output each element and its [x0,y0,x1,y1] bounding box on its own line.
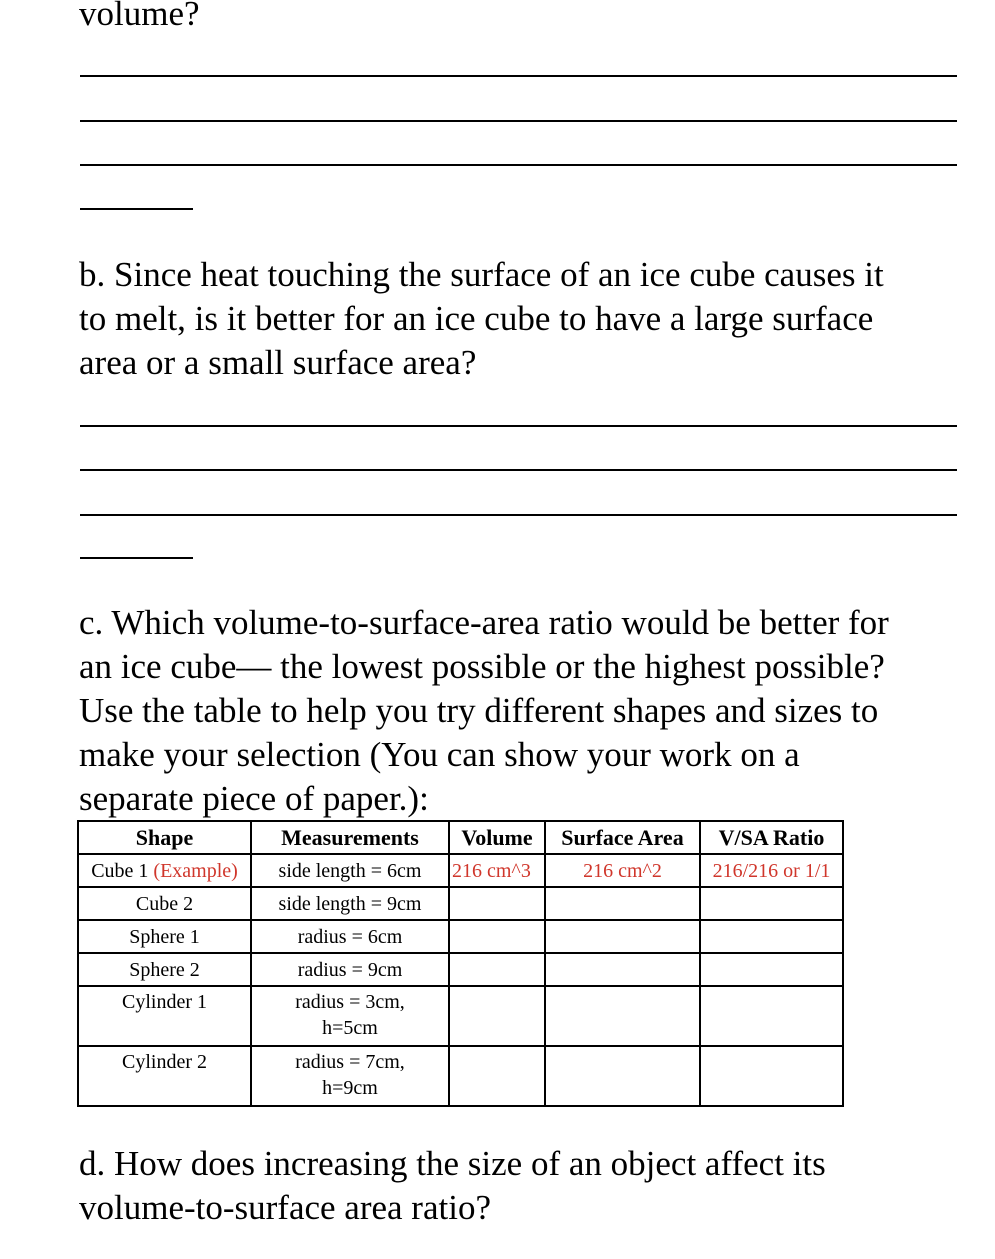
cell-measurement: side length = 9cm [251,887,449,920]
answer-line[interactable] [80,75,957,77]
table-row [78,986,843,1046]
cell-surface-area[interactable] [545,920,700,953]
question-d-line: d. How does increasing the size of an object affect its [79,1144,826,1183]
cell-shape: Cube 2 [78,887,251,920]
question-c-line: Use the table to help you try different shapes and sizes to [79,691,879,730]
cell-surface-area[interactable] [545,986,700,1046]
cell-surface-area[interactable] [545,887,700,920]
column-header-measurements: Measurements [251,821,449,854]
cell-ratio[interactable] [700,920,843,953]
cell-surface-area: 216 cm^2 [545,854,700,887]
question-c-line: separate piece of paper.): [79,779,429,818]
cell-measurement [251,986,449,1046]
answer-line[interactable] [80,514,957,516]
table-row [78,854,843,887]
answer-line[interactable] [80,557,193,559]
cell-ratio: 216/216 or 1/1 [700,854,843,887]
table-row [78,1046,843,1106]
cell-shape: Sphere 1 [78,920,251,953]
cell-measurement: radius = 6cm [251,920,449,953]
table-row [78,920,843,953]
answer-line[interactable] [80,469,957,471]
question-b-line: b. Since heat touching the surface of an ice cube causes it [79,255,884,294]
question-b [79,253,884,385]
column-header-ratio: V/SA Ratio [700,821,843,854]
question-b-line: area or a small surface area? [79,343,477,382]
cell-ratio[interactable] [700,953,843,986]
cell-volume[interactable] [449,953,545,986]
cell-ratio[interactable] [700,887,843,920]
question-c-line: make your selection (You can show your work on a [79,735,800,774]
cell-shape: Cylinder 2 [78,1046,251,1106]
measurement-line: h=5cm [322,1017,378,1039]
question-c-line: c. Which volume-to-surface-area ratio would be better for [79,603,889,642]
answer-line[interactable] [80,164,957,166]
question-c-line: an ice cube— the lowest possible or the highest possible? [79,647,885,686]
column-header-surface-area: Surface Area [545,821,700,854]
measurement-line: h=9cm [322,1077,378,1099]
table-row [78,953,843,986]
cell-measurement [251,1046,449,1106]
table-row [78,887,843,920]
cell-shape: Sphere 2 [78,953,251,986]
shape-name: Cube 1 [91,859,149,882]
cell-ratio[interactable] [700,1046,843,1106]
cell-volume: 216 cm^3 [449,854,545,887]
cell-measurement: side length = 6cm [251,854,449,887]
cell-volume[interactable] [449,1046,545,1106]
question-d [79,1142,826,1230]
ratio-table [77,820,844,1107]
question-d-line: volume-to-surface area ratio? [79,1188,491,1227]
cell-surface-area[interactable] [545,953,700,986]
measurement-line: radius = 7cm, [295,1051,405,1073]
cell-ratio[interactable] [700,986,843,1046]
question-c [79,601,889,821]
answer-line[interactable] [80,425,957,427]
example-note: (Example) [153,859,238,882]
cell-shape: Cylinder 1 [78,986,251,1046]
cell-shape [78,854,251,887]
answer-line[interactable] [80,120,957,122]
cell-volume[interactable] [449,887,545,920]
question-a-fragment: volume? [79,0,200,33]
answer-line[interactable] [80,208,193,210]
question-b-line: to melt, is it better for an ice cube to have a large surface [79,299,874,338]
cell-volume[interactable] [449,920,545,953]
cell-volume[interactable] [449,986,545,1046]
cell-measurement: radius = 9cm [251,953,449,986]
cell-surface-area[interactable] [545,1046,700,1106]
measurement-line: radius = 3cm, [295,991,405,1013]
column-header-shape: Shape [78,821,251,854]
column-header-volume: Volume [449,821,545,854]
table-header-row [78,821,843,854]
